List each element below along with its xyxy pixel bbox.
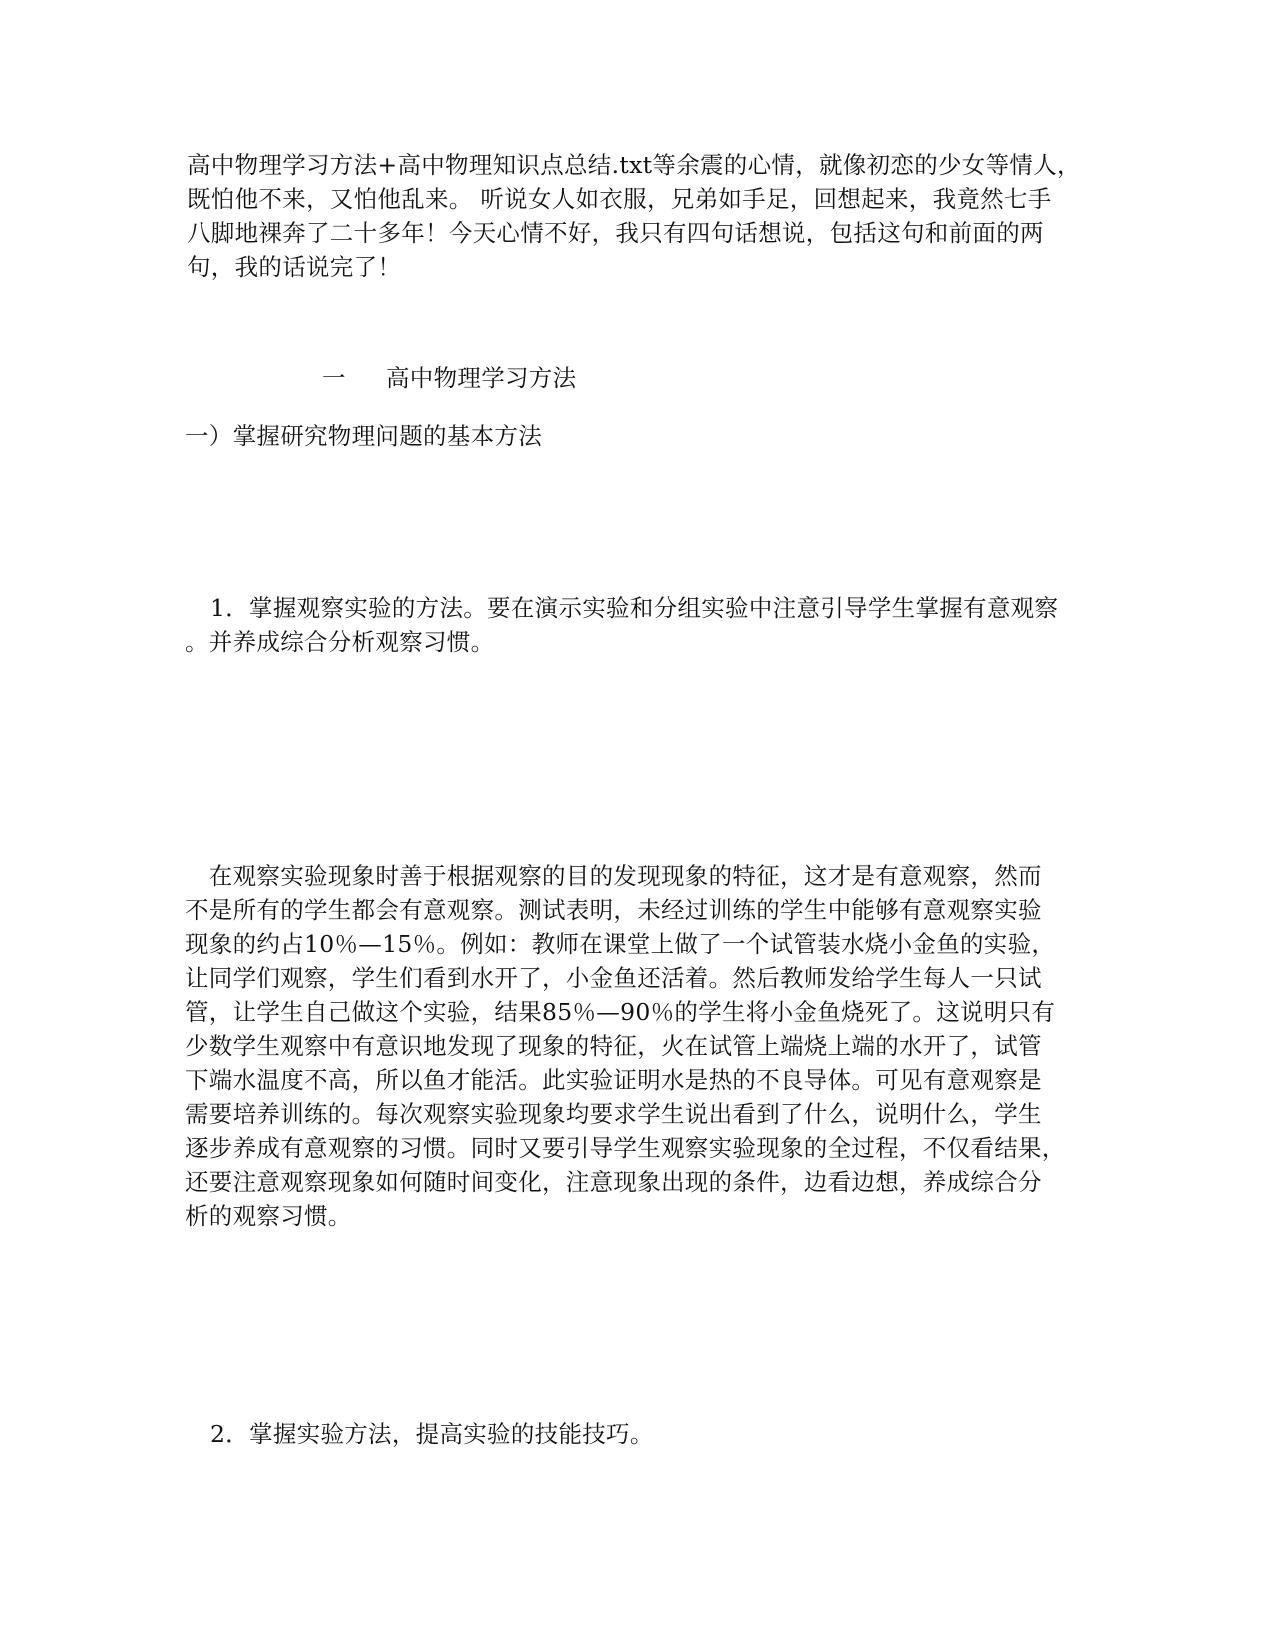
observation-line: 管，让学生自己做这个实验，结果85％—90％的学生将小金鱼烧死了。这说明只有 [185,998,1056,1026]
observation-line: 需要培养训练的。每次观察实验现象均要求学生说出看到了什么，说明什么，学生 [185,1100,1042,1128]
observation-line: 现象的约占10％—15％。例如：教师在课堂上做了一个试管装水烧小金鱼的实验， [185,930,1056,958]
observation-line: 让同学们观察，学生们看到水开了，小金鱼还活着。然后教师发给学生每人一只试 [185,964,1042,992]
observation-line: 还要注意观察现象如何随时间变化，注意现象出现的条件，边看边想，养成综合分 [185,1168,1042,1196]
intro-line: 既怕他不来，又怕他乱来。 听说女人如衣服，兄弟如手足，回想起来，我竟然七手 [187,185,1052,213]
intro-line: 八脚地裸奔了二十多年！今天心情不好，我只有四句话想说，包括这句和前面的两 [187,219,1044,247]
observation-paragraph [185,859,1085,1233]
intro-line: 高中物理学习方法+高中物理知识点总结.txt等余震的心情，就像初恋的少女等情人， [187,151,1081,179]
observation-line: 析的观察习惯。 [185,1202,352,1230]
observation-line: 不是所有的学生都会有意观察。测试表明，未经过训练的学生中能够有意观察实验 [185,896,1042,924]
observation-line: 逐步养成有意观察的习惯。同时又要引导学生观察实验现象的全过程，不仅看结果， [185,1134,1066,1162]
observation-line: 少数学生观察中有意识地发现了现象的特征，火在试管上端烧上端的水开了，试管 [185,1032,1042,1060]
section-heading [322,361,1222,395]
section-title: 高中物理学习方法 [386,364,577,392]
observation-line: 下端水温度不高，所以鱼才能活。此实验证明水是热的不良导体。可见有意观察是 [185,1066,1042,1094]
item-1-line-2: 。并养成综合分析观察习惯。 [185,628,495,656]
observation-line: 在观察实验现象时善于根据观察的目的发现现象的特征，这才是有意观察，然而 [185,862,1042,890]
item-2-heading: 2．掌握实验方法，提高实验的技能技巧。 [210,1420,654,1448]
sub-heading: 一）掌握研究物理问题的基本方法 [185,422,542,450]
section-number: 一 [322,364,346,392]
intro-paragraph [187,148,1087,284]
item-1-line-1: 1．掌握观察实验的方法。要在演示实验和分组实验中注意引导学生掌握有意观察 [210,594,1059,622]
intro-line: 句，我的话说完了！ [187,253,402,281]
